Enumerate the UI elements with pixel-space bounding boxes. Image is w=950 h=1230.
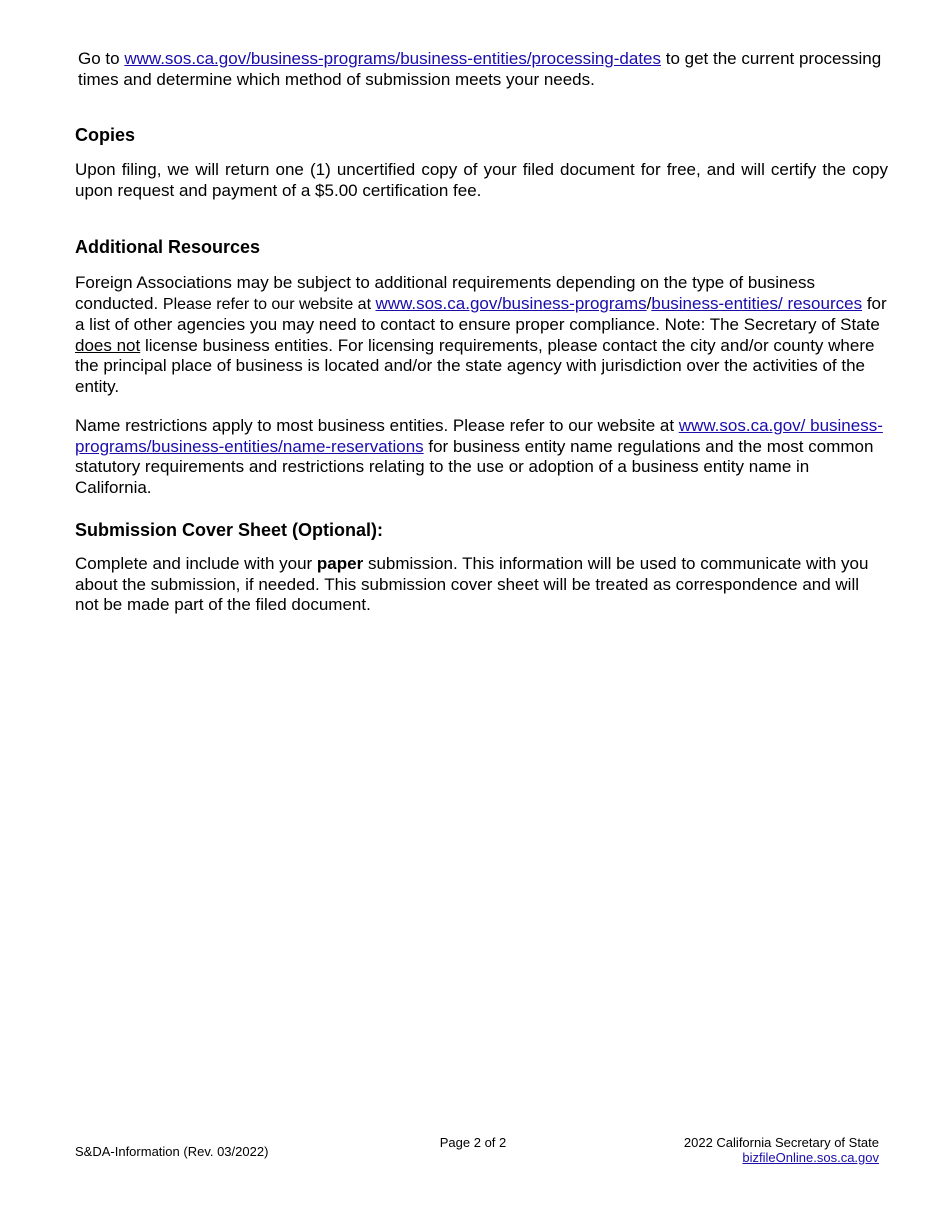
- copies-paragraph: Upon filing, we will return one (1) uncertified copy of your filed document for free, and will certify the copy upon request and payment of a $5.00 certification fee.: [75, 160, 888, 200]
- processing-prefix: Go to: [78, 49, 125, 68]
- cover-sheet-paragraph: Complete and include with your paper submission. This information will be used to communicate with you about the submission, if needed. This submission cover sheet will be treated as correspondence and will not be made part of the filed document.: [75, 554, 869, 615]
- copies-heading: Copies: [75, 125, 136, 145]
- processing-paragraph: [78, 49, 888, 90]
- additional-resources-heading: Additional Resources: [75, 237, 261, 257]
- does-not-emphasis: does not: [75, 335, 141, 355]
- additional-resources-paragraph: Foreign Associations may be subject to additional requirements depending on the type of business conducted. Please refer to our website at www.sos.ca.gov/business-programs/business-entities/ resources for a list of other agencies you may need to contact to ensure proper compliance. Note: The Secretary of State does not license business entities. For licensing requirements, please contact the city and/or county where the principal place of business is located and/or the state agency with jurisdiction over the activities of the entity.: [75, 273, 887, 396]
- business-entities-resources-link[interactable]: business-entities/ resources: [651, 293, 863, 313]
- bizfile-online-link[interactable]: bizfileOnline.sos.ca.gov: [742, 1150, 879, 1165]
- name-restrictions-paragraph: Name restrictions apply to most business entities. Please refer to our website at www.sos.ca.gov/ business-programs/business-entities/name-reservations for business entity name regulations and the most common statutory requirements and restrictions relating to the use or adoption of a business entity name in California.: [75, 416, 883, 497]
- processing-dates-link[interactable]: www.sos.ca.gov/business-programs/business-entities/processing-dates: [124, 49, 661, 68]
- cover-sheet-heading: Submission Cover Sheet (Optional):: [75, 520, 384, 540]
- name-reservations-link[interactable]: www.sos.ca.gov/ business-programs/business-entities/name-reservations: [75, 416, 883, 456]
- footer-copyright: 2022 California Secretary of State: [683, 1135, 879, 1150]
- paper-emphasis: paper: [316, 554, 364, 573]
- footer-page-number: Page 2 of 2: [439, 1135, 507, 1150]
- footer-site-block: [600, 1150, 879, 1166]
- processing-suffix: to get the current processing times and determine which method of submission meets your needs.: [78, 49, 882, 89]
- footer-form-id: S&DA-Information (Rev. 03/2022): [75, 1144, 269, 1159]
- business-programs-link[interactable]: www.sos.ca.gov/business-programs: [375, 293, 647, 313]
